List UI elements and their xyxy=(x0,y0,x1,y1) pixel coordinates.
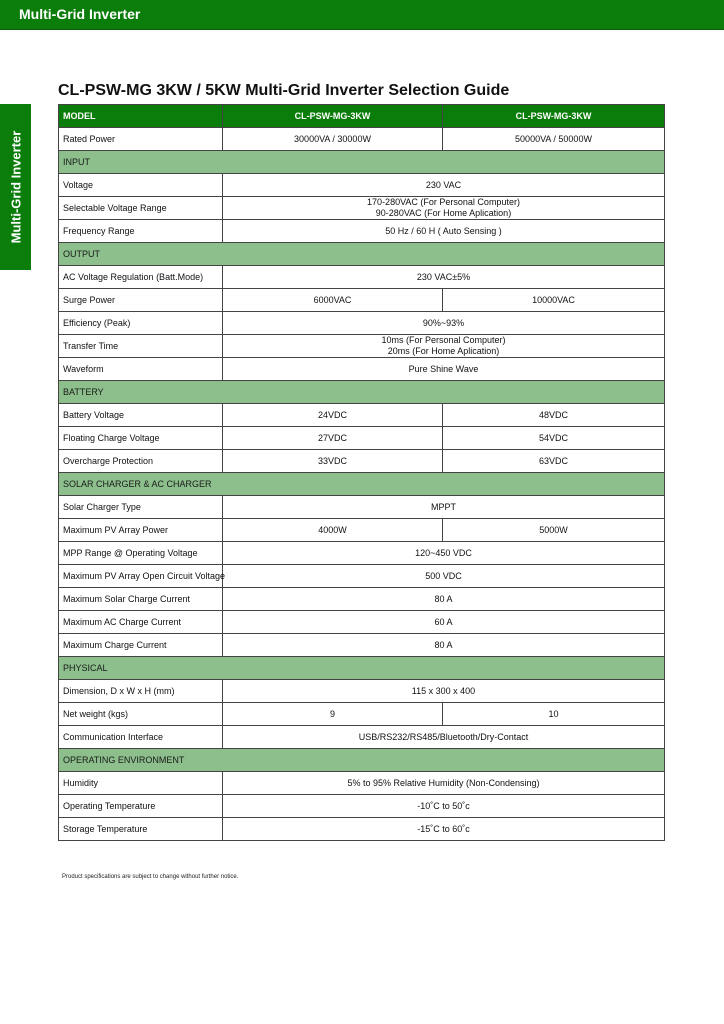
model-col2: CL-PSW-MG-3KW xyxy=(443,105,665,128)
row-value-3kw: 9 xyxy=(223,703,443,726)
row-value-3kw: 33VDC xyxy=(223,450,443,473)
row-label: Rated Power xyxy=(59,128,223,151)
row-value-5kw: 63VDC xyxy=(443,450,665,473)
table-row xyxy=(59,450,665,473)
table-row xyxy=(59,818,665,841)
header-title: Multi-Grid Inverter xyxy=(19,6,141,22)
row-label: Efficiency (Peak) xyxy=(59,312,223,335)
row-label: Surge Power xyxy=(59,289,223,312)
row-label: Humidity xyxy=(59,772,223,795)
row-value: 120~450 VDC xyxy=(223,542,665,565)
section-header-environment xyxy=(59,749,665,772)
row-label: Overcharge Protection xyxy=(59,450,223,473)
row-label: Battery Voltage xyxy=(59,404,223,427)
section-title: OUTPUT xyxy=(59,243,665,266)
row-value-3kw: 6000VAC xyxy=(223,289,443,312)
section-header-physical xyxy=(59,657,665,680)
row-value-3kw: 27VDC xyxy=(223,427,443,450)
table-row xyxy=(59,174,665,197)
table-row xyxy=(59,427,665,450)
row-label: Maximum AC Charge Current xyxy=(59,611,223,634)
table-row xyxy=(59,542,665,565)
row-value: 60 A xyxy=(223,611,665,634)
row-value-5kw: 10000VAC xyxy=(443,289,665,312)
row-label: Voltage xyxy=(59,174,223,197)
table-row xyxy=(59,358,665,381)
table-row xyxy=(59,128,665,151)
row-label: Maximum PV Array Power xyxy=(59,519,223,542)
row-value: USB/RS232/RS485/Bluetooth/Dry-Contact xyxy=(223,726,665,749)
row-value-5kw: 10 xyxy=(443,703,665,726)
table-row xyxy=(59,404,665,427)
table-row xyxy=(59,312,665,335)
row-value-3kw: 4000W xyxy=(223,519,443,542)
section-title: SOLAR CHARGER & AC CHARGER xyxy=(59,473,665,496)
table-row xyxy=(59,772,665,795)
section-title: BATTERY xyxy=(59,381,665,404)
spec-table xyxy=(58,104,665,841)
row-value: 230 VAC±5% xyxy=(223,266,665,289)
row-value: 90%~93% xyxy=(223,312,665,335)
table-row xyxy=(59,588,665,611)
row-value: -10˚C to 50˚c xyxy=(223,795,665,818)
row-value: -15˚C to 60˚c xyxy=(223,818,665,841)
table-row xyxy=(59,519,665,542)
row-value: 80 A xyxy=(223,634,665,657)
row-value-line: 90-280VAC (For Home Aplication) xyxy=(375,208,512,218)
row-label: Maximum Solar Charge Current xyxy=(59,588,223,611)
row-value xyxy=(223,335,665,358)
model-label: MODEL xyxy=(59,105,223,128)
row-value-line: 170-280VAC (For Personal Computer) xyxy=(367,197,520,207)
side-tab-label: Multi-Grid Inverter xyxy=(8,130,23,244)
table-row xyxy=(59,795,665,818)
row-label: AC Voltage Regulation (Batt.Mode) xyxy=(59,266,223,289)
row-value-line: 20ms (For Home Aplication) xyxy=(387,346,500,356)
row-label: MPP Range @ Operating Voltage xyxy=(59,542,223,565)
footnote: Product specifications are subject to change without further notice. xyxy=(62,874,239,880)
table-row xyxy=(59,611,665,634)
row-label: Frequency Range xyxy=(59,220,223,243)
table-row xyxy=(59,335,665,358)
row-value: 5% to 95% Relative Humidity (Non-Condensing) xyxy=(223,772,665,795)
side-tab xyxy=(0,104,31,270)
row-value xyxy=(223,197,665,220)
row-value: 230 VAC xyxy=(223,174,665,197)
table-row xyxy=(59,220,665,243)
section-title: OPERATING ENVIRONMENT xyxy=(59,749,665,772)
row-label: Floating Charge Voltage xyxy=(59,427,223,450)
row-label: Operating Temperature xyxy=(59,795,223,818)
table-row xyxy=(59,726,665,749)
row-value-3kw: 30000VA / 30000W xyxy=(223,128,443,151)
row-value-line: 10ms (For Personal Computer) xyxy=(381,335,506,345)
model-col1: CL-PSW-MG-3KW xyxy=(223,105,443,128)
section-title: PHYSICAL xyxy=(59,657,665,680)
row-label: Maximum PV Array Open Circuit Voltage xyxy=(59,565,223,588)
row-label: Waveform xyxy=(59,358,223,381)
row-value: Pure Shine Wave xyxy=(223,358,665,381)
table-row xyxy=(59,565,665,588)
row-value: MPPT xyxy=(223,496,665,519)
table-row xyxy=(59,634,665,657)
table-row xyxy=(59,680,665,703)
section-title: INPUT xyxy=(59,151,665,174)
row-value: 50 Hz / 60 H ( Auto Sensing ) xyxy=(223,220,665,243)
row-value: 115 x 300 x 400 xyxy=(223,680,665,703)
table-row-model xyxy=(59,105,665,128)
section-header-output xyxy=(59,243,665,266)
row-label: Solar Charger Type xyxy=(59,496,223,519)
row-label: Selectable Voltage Range xyxy=(59,197,223,220)
table-row xyxy=(59,197,665,220)
top-header-bar xyxy=(0,0,724,30)
row-value-3kw: 24VDC xyxy=(223,404,443,427)
row-label: Transfer Time xyxy=(59,335,223,358)
section-header-battery xyxy=(59,381,665,404)
table-row xyxy=(59,266,665,289)
row-value-5kw: 50000VA / 50000W xyxy=(443,128,665,151)
table-row xyxy=(59,703,665,726)
row-label: Storage Temperature xyxy=(59,818,223,841)
section-header-input xyxy=(59,151,665,174)
row-value-5kw: 48VDC xyxy=(443,404,665,427)
table-row xyxy=(59,496,665,519)
row-label: Net weight (kgs) xyxy=(59,703,223,726)
row-value-5kw: 54VDC xyxy=(443,427,665,450)
row-label: Maximum Charge Current xyxy=(59,634,223,657)
row-value-5kw: 5000W xyxy=(443,519,665,542)
row-value: 80 A xyxy=(223,588,665,611)
document-title: CL-PSW-MG 3KW / 5KW Multi-Grid Inverter Selection Guide xyxy=(58,82,510,99)
row-label: Dimension, D x W x H (mm) xyxy=(59,680,223,703)
row-label: Communication Interface xyxy=(59,726,223,749)
row-value: 500 VDC xyxy=(223,565,665,588)
section-header-solar xyxy=(59,473,665,496)
table-row xyxy=(59,289,665,312)
